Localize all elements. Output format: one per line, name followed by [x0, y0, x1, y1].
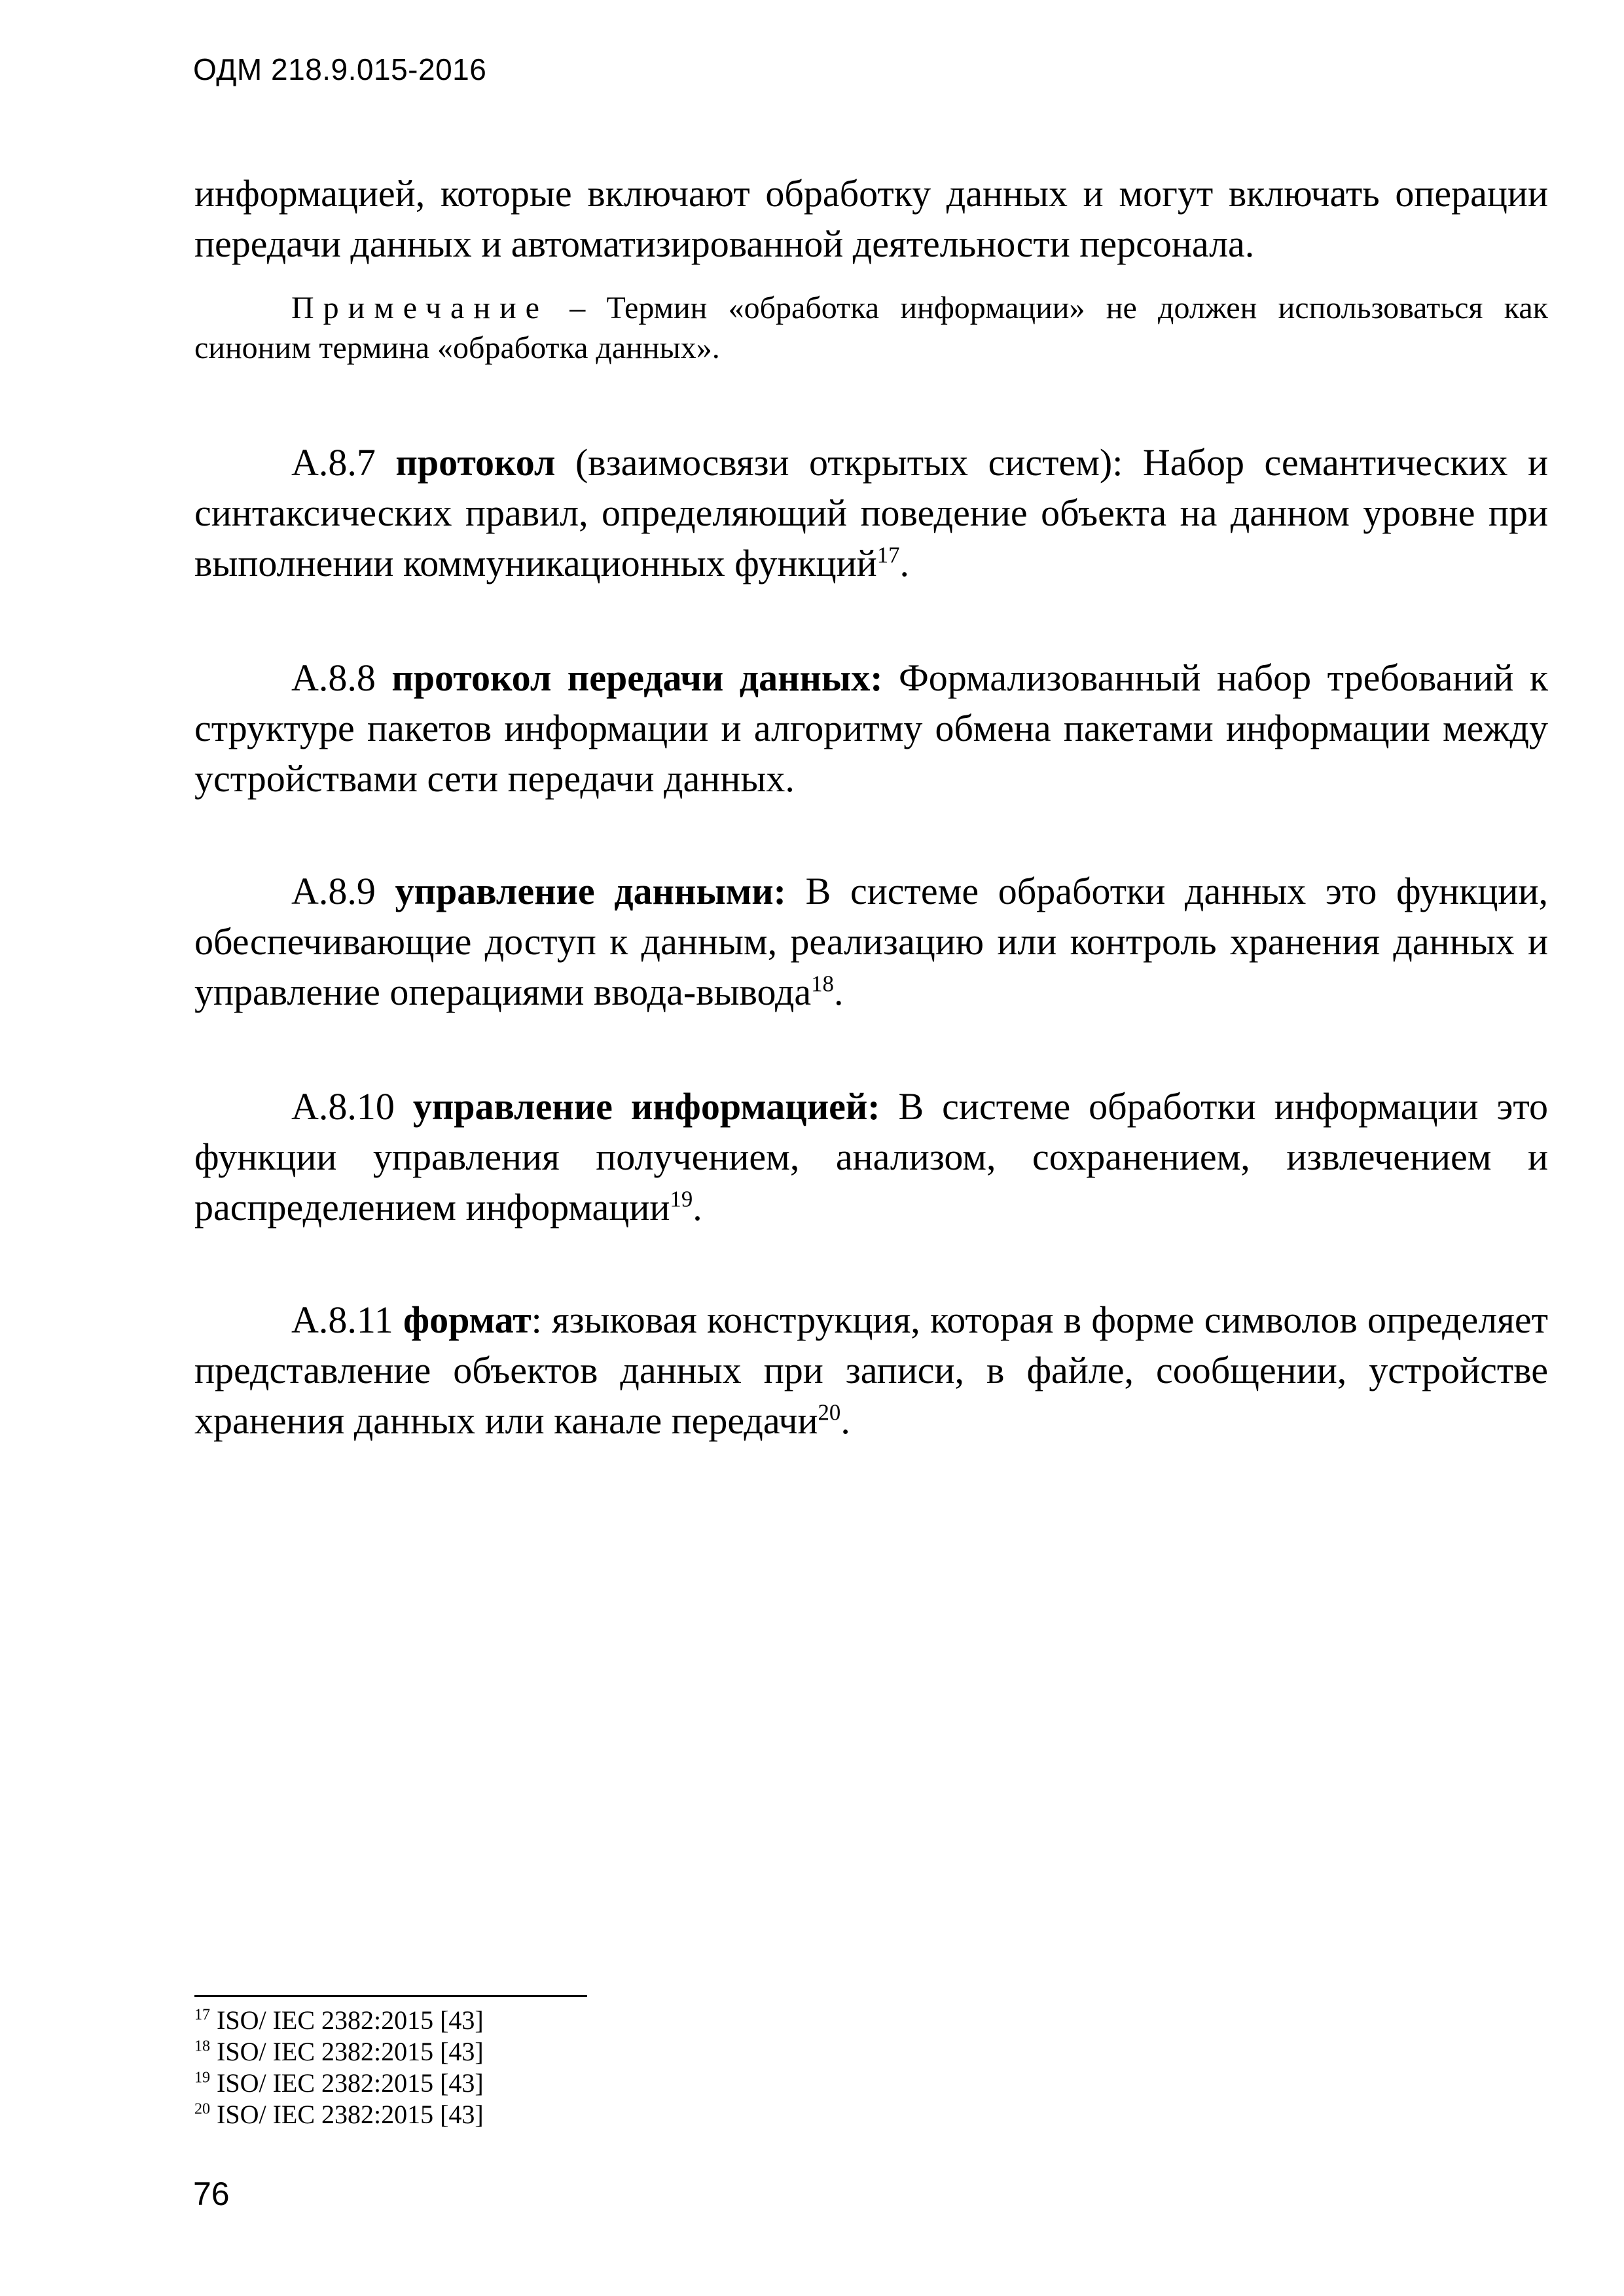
- term-end: .: [899, 542, 910, 584]
- footnote-number: 17: [194, 2006, 210, 2024]
- term-definition-a810: [194, 1081, 1548, 1232]
- term-end: .: [840, 1399, 850, 1442]
- footnote-ref[interactable]: 20: [818, 1399, 841, 1426]
- footnote-number: 18: [194, 2037, 210, 2055]
- page-number: 76: [193, 2176, 230, 2212]
- footnote-number: 19: [194, 2069, 210, 2087]
- footnote-item: [194, 2099, 484, 2130]
- term-end: .: [833, 971, 844, 1013]
- document-code-header: ОДМ 218.9.015-2016: [193, 52, 487, 86]
- term-name: формат: [403, 1299, 532, 1341]
- term-name: управление данными:: [395, 870, 786, 912]
- term-number: А.8.11: [291, 1299, 393, 1341]
- footnote-text: ISO/ IEC 2382:2015 [43]: [210, 2068, 484, 2098]
- term-end: .: [693, 1186, 702, 1229]
- term-text: Формализованный набор требований к структуре пакетов информации и алгоритму обмена пакетами информации между устройствами сети передачи данных.: [194, 656, 1548, 800]
- footnote-ref[interactable]: 18: [811, 971, 834, 997]
- continuation-paragraph: [194, 168, 1548, 269]
- term-name: управление информацией:: [412, 1085, 880, 1128]
- term-definition-a89: [194, 866, 1548, 1017]
- term-number: А.8.10: [291, 1085, 395, 1128]
- note-text: – Термин «обработка информации» не должен использоваться как синоним термина «обработка данных».: [194, 291, 1548, 365]
- footnote-item: [194, 2036, 484, 2068]
- term-definition-a811: [194, 1295, 1548, 1446]
- footnote-text: ISO/ IEC 2382:2015 [43]: [210, 2005, 484, 2035]
- term-number: А.8.9: [291, 870, 376, 912]
- term-name: протокол: [395, 441, 556, 484]
- footnote-ref[interactable]: 17: [876, 542, 900, 568]
- term-number: А.8.7: [291, 441, 376, 484]
- note-label: Примечание: [291, 291, 549, 325]
- term-text: В системе обработки данных это функции, обеспечивающие доступ к данным, реализацию или контроль хранения данных и управление операциями ввода-вывода: [194, 870, 1548, 1013]
- footnote-number: 20: [194, 2100, 210, 2118]
- term-text: В системе обработки информации это функции управления получением, анализом, сохранением, извлечением и распределением информации: [194, 1085, 1549, 1229]
- footnotes-section: [194, 2005, 484, 2130]
- footnote-text: ISO/ IEC 2382:2015 [43]: [210, 2037, 484, 2066]
- term-definition-a87: [194, 437, 1548, 588]
- footnote-divider: [194, 1995, 587, 1997]
- footnote-ref[interactable]: 19: [670, 1186, 693, 1212]
- footnote-item: [194, 2068, 484, 2099]
- term-definition-a88: [194, 653, 1548, 804]
- term-text: (взаимосвязи открытых систем): Набор семантических и синтаксических правил, определяющий поведение объекта на данном уровне при выполнении коммуникационных функций: [194, 441, 1549, 584]
- term-name: протокол передачи данных:: [391, 656, 883, 699]
- footnote-item: [194, 2005, 484, 2036]
- term-number: А.8.8: [291, 656, 376, 699]
- note-paragraph: [194, 288, 1548, 368]
- footnote-text: ISO/ IEC 2382:2015 [43]: [210, 2100, 484, 2129]
- continuation-text: информацией, которые включают обработку данных и могут включать операции передачи данных и автоматизированной деятельности персонала.: [194, 172, 1548, 265]
- term-text: : языковая конструкция, которая в форме символов определяет представление объектов данных при записи, в файле, сообщении, устройстве хранения данных или канале передачи: [194, 1299, 1549, 1442]
